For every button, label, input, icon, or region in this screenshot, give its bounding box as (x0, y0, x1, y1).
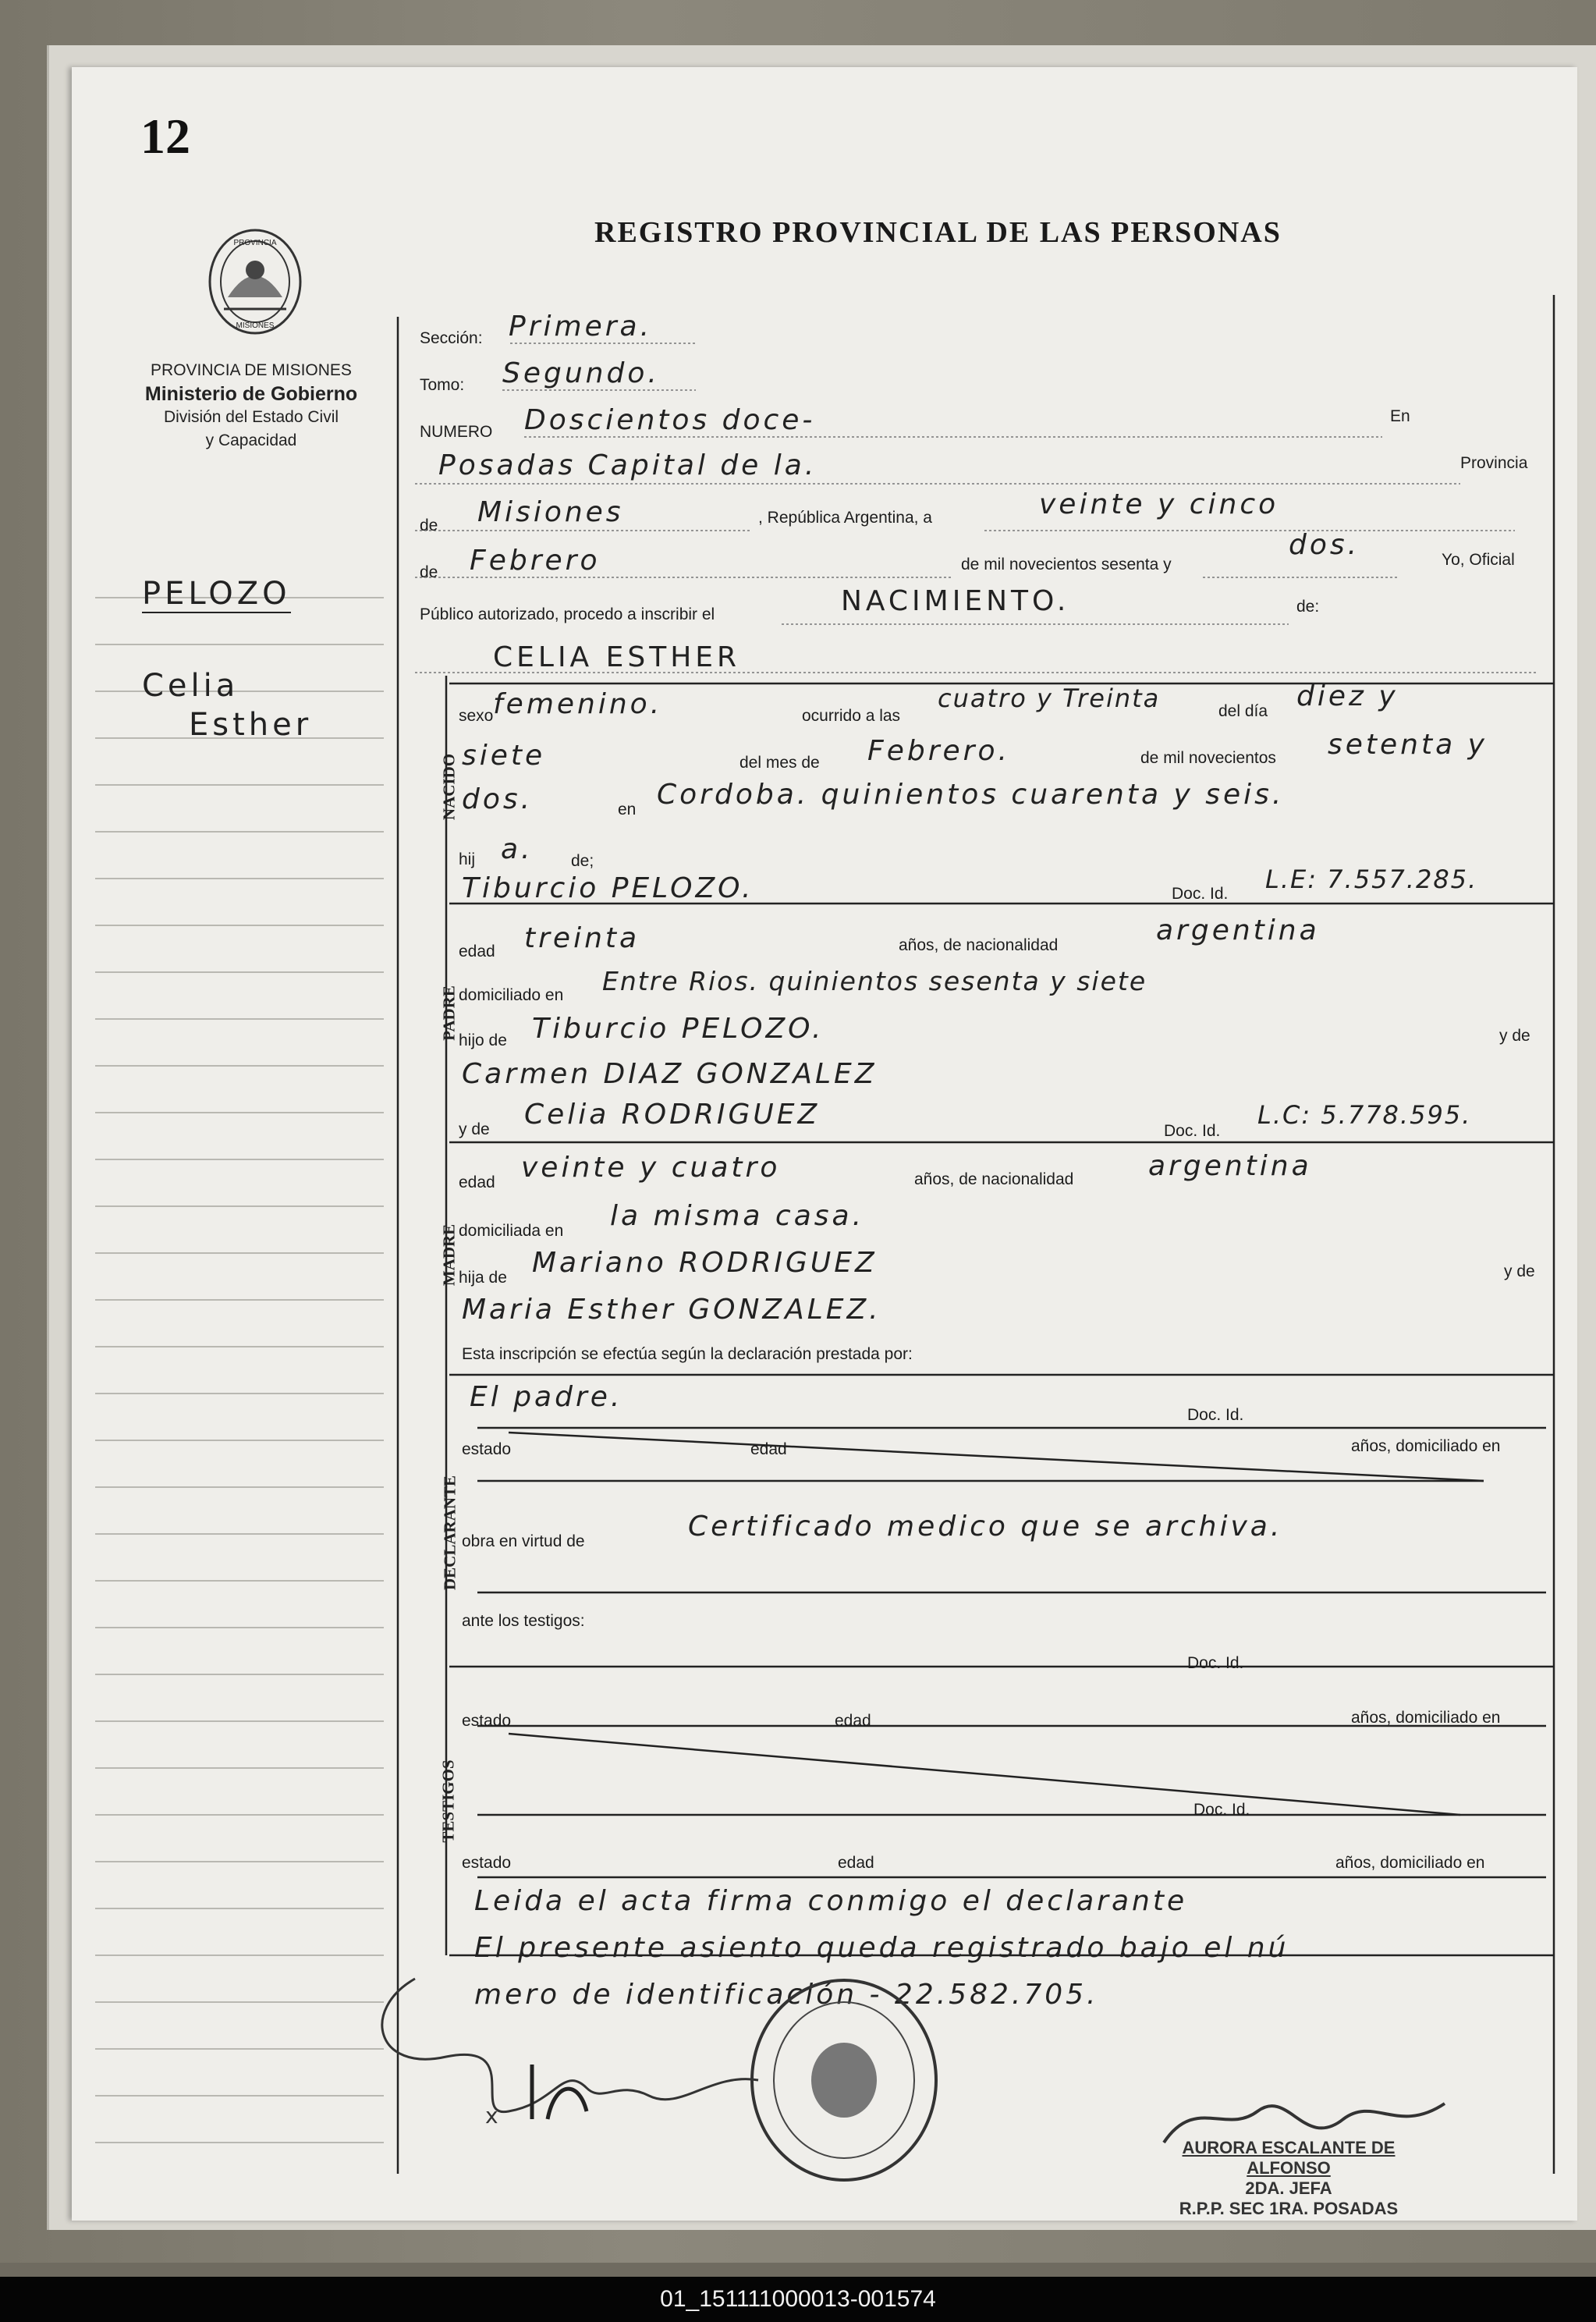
value-seccion: Primera. (509, 311, 653, 343)
value-dia-b: siete (462, 740, 546, 772)
value-sexo: femenino. (493, 688, 663, 720)
value-provincia: Misiones (477, 496, 624, 528)
value-padre-hijo: Tiburcio PELOZO. (532, 1013, 825, 1045)
label-doc-testigo2: Doc. Id. (1193, 1801, 1250, 1819)
label-republica: , República Argentina, a (758, 509, 932, 527)
document-title: REGISTRO PROVINCIAL DE LAS PERSONAS (594, 216, 1282, 249)
label-edad-testigo2: edad (838, 1854, 874, 1872)
label-de-4: de; (571, 852, 594, 870)
label-estado-declarante: estado (462, 1440, 512, 1458)
label-estado-testigo1: estado (462, 1712, 512, 1730)
value-hora: cuatro y Treinta (938, 683, 1161, 713)
label-ante: ante los testigos: (462, 1612, 585, 1630)
seal-bottom-text: MISIONES (236, 321, 275, 330)
label-edad-declarante: edad (750, 1440, 787, 1458)
value-ano-a: setenta y (1328, 729, 1488, 761)
svg-text:x: x (485, 2103, 498, 2128)
label-dom-madre: domiciliada en (459, 1222, 564, 1240)
label-y-de-abuela: y de (1504, 1262, 1535, 1280)
label-dom-padre: domiciliado en (459, 986, 564, 1004)
value-padre-edad: treinta (524, 922, 640, 954)
value-padre-dom: Entre Rios. quinientos sesenta y siete (602, 966, 1147, 996)
label-anos-dom-declarante: años, domiciliado en (1351, 1437, 1501, 1455)
value-madre-doc: L.C: 5.778.595. (1257, 1100, 1472, 1130)
value-madre-madre: Maria Esther GONZALEZ. (462, 1294, 881, 1326)
label-edad-testigo1: edad (835, 1712, 871, 1730)
value-padre-doc: L.E: 7.557.285. (1265, 865, 1478, 894)
label-nac-madre: años, de nacionalidad (914, 1170, 1074, 1188)
value-lugar: Posadas Capital de la. (438, 449, 818, 481)
label-y-de-padre: y de (1499, 1027, 1530, 1045)
label-estado-testigo2: estado (462, 1854, 512, 1872)
section-declarante: DECLARANTE (440, 1475, 459, 1591)
label-tomo: Tomo: (420, 376, 465, 394)
label-de-2: de (420, 563, 438, 581)
label-provincia: Provincia (1460, 454, 1528, 472)
value-tomo: Segundo. (502, 357, 660, 389)
value-fecha-mes: Febrero (470, 545, 601, 577)
authority-line2: Ministerio de Gobierno (144, 383, 358, 405)
value-acto: NACIMIENTO. (841, 585, 1070, 617)
label-del-mes: del mes de (739, 754, 820, 772)
value-hij: a. (501, 833, 534, 865)
label-de-mil-sesenta: de mil novecientos sesenta y (961, 556, 1172, 573)
label-hijo-de: hijo de (459, 1031, 507, 1049)
label-de-1: de (420, 517, 438, 534)
label-anos-dom-testigo1: años, domiciliado en (1351, 1709, 1501, 1727)
authority-block (126, 359, 376, 453)
value-nombre: CELIA ESTHER (493, 641, 741, 673)
note-line1: Leida el acta firma conmigo el declarante (474, 1885, 1188, 1917)
section-testigos: TESTIGOS (438, 1759, 458, 1843)
official-stamp-icon (743, 1971, 945, 2189)
label-publico: Público autorizado, procedo a inscribir el (420, 605, 715, 623)
label-del-dia: del día (1218, 702, 1268, 720)
note-line3: mero de identificación - 22.582.705. (474, 1979, 1099, 2011)
label-sexo: sexo (459, 707, 494, 725)
value-obra: Certificado medico que se archiva. (688, 1511, 1283, 1543)
label-nac-padre: años, de nacionalidad (899, 936, 1059, 954)
label-hija-de: hija de (459, 1269, 507, 1287)
margin-surname: PELOZO (142, 576, 291, 612)
value-padre: Tiburcio PELOZO. (462, 872, 754, 904)
label-yo-oficial: Yo, Oficial (1442, 551, 1515, 569)
official-office: R.P.P. SEC 1RA. POSADAS (1179, 2199, 1399, 2218)
provincial-seal-icon (204, 223, 306, 340)
value-madre-nac: argentina (1148, 1150, 1312, 1182)
section-madre: MADRE (439, 1223, 459, 1287)
official-name: AURORA ESCALANTE DE ALFONSO (1182, 2138, 1396, 2178)
page-number: 12 (140, 108, 190, 164)
section-padre: PADRE (439, 985, 459, 1041)
authority-line3: División del Estado Civil (163, 408, 339, 426)
label-inscripcion: Esta inscripción se efectúa según la declaración prestada por: (462, 1345, 913, 1363)
value-mes: Febrero. (867, 735, 1010, 767)
value-numero: Doscientos doce- (524, 404, 816, 436)
label-anos-dom-testigo2: años, domiciliado en (1335, 1854, 1485, 1872)
authority-line4: y Capacidad (205, 431, 297, 449)
official-stamp-text (1156, 2138, 1421, 2219)
value-lugar-nac: Cordoba. quinientos cuarenta y seis. (657, 779, 1285, 811)
label-seccion: Sección: (420, 329, 483, 347)
value-madre-dom: la misma casa. (610, 1200, 865, 1232)
value-declarante: El padre. (470, 1381, 623, 1413)
value-padre-madre: Carmen DIAZ GONZALEZ (462, 1058, 878, 1090)
label-obra: obra en virtud de (462, 1532, 585, 1550)
label-de-mil: de mil novecientos (1140, 749, 1276, 767)
image-caption: 01_151111000013-001574 (660, 2286, 936, 2312)
value-dia-a: diez y (1296, 680, 1399, 712)
authority-line1: PROVINCIA DE MISIONES (151, 361, 352, 379)
label-doc-madre: Doc. Id. (1164, 1122, 1221, 1140)
value-ano-b: dos. (462, 783, 534, 815)
label-de-3: de: (1296, 598, 1320, 616)
label-hij: hij (459, 850, 476, 868)
label-en: En (1390, 407, 1410, 425)
value-madre-hija: Mariano RODRIGUEZ (532, 1247, 878, 1279)
margin-given1: Celia (142, 668, 239, 704)
value-madre: Celia RODRIGUEZ (524, 1099, 821, 1131)
note-line2: El presente asiento queda registrado bajo el nú (474, 1932, 1289, 1964)
section-nacido: NACIDO (439, 753, 459, 821)
seal-top-text: PROVINCIA (233, 239, 277, 247)
label-doc-declarante: Doc. Id. (1187, 1406, 1244, 1424)
label-doc-padre: Doc. Id. (1172, 885, 1229, 903)
label-en-2: en (618, 801, 637, 818)
label-numero: NUMERO (420, 423, 493, 441)
value-fecha-ano: dos. (1289, 529, 1360, 561)
label-edad-padre: edad (459, 943, 495, 960)
label-doc-testigo1: Doc. Id. (1187, 1654, 1244, 1672)
label-edad-madre: edad (459, 1173, 495, 1191)
value-madre-edad: veinte y cuatro (521, 1152, 781, 1184)
margin-given2: Esther (189, 707, 313, 743)
document-page (72, 67, 1577, 2221)
value-padre-nac: argentina (1156, 914, 1320, 946)
official-title: 2DA. JEFA (1245, 2178, 1332, 2198)
label-y-de-madre: y de (459, 1120, 490, 1138)
value-fecha-dia: veinte y cinco (1039, 488, 1279, 520)
label-ocurrido: ocurrido a las (802, 707, 901, 725)
